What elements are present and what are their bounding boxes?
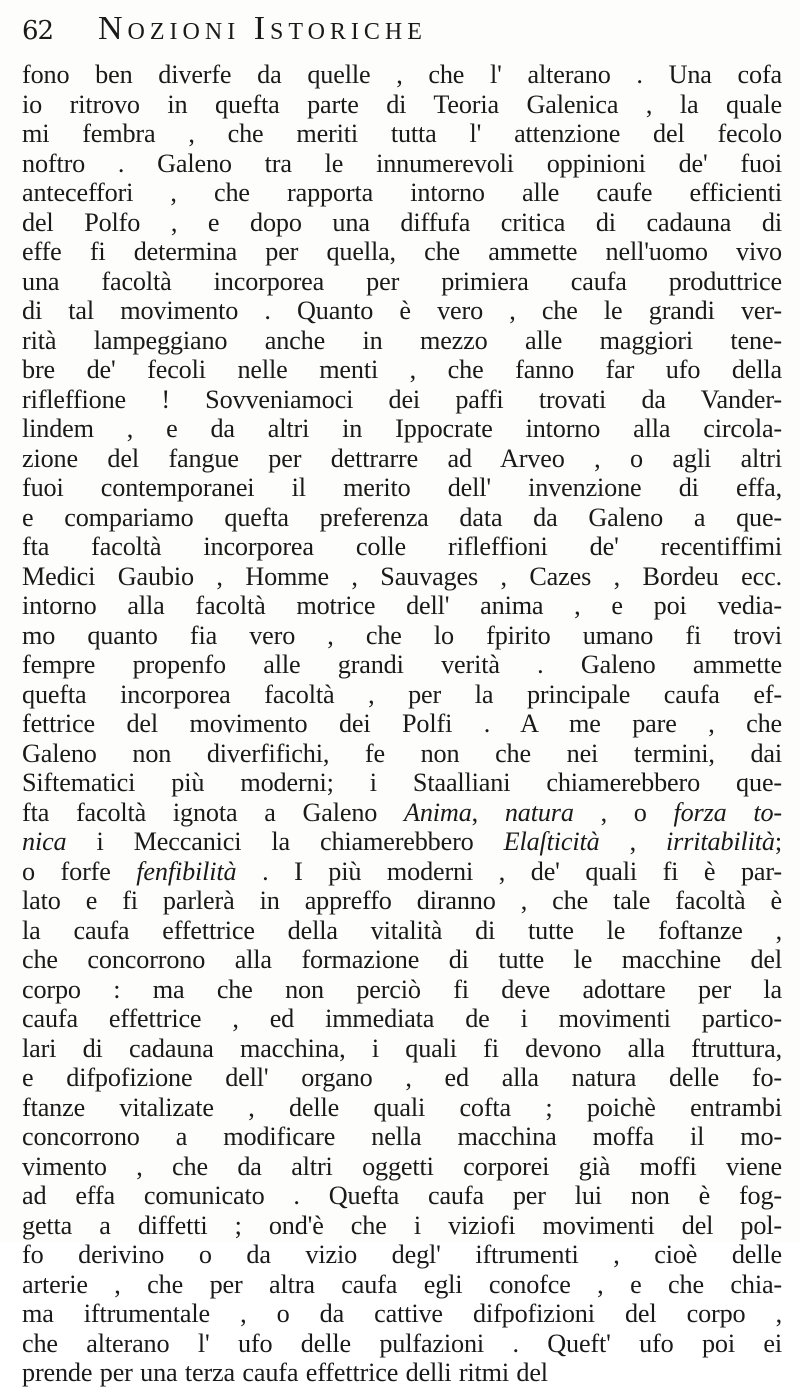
text-segment: i Meccanici la chiamerebbero bbox=[66, 827, 504, 856]
text-segment: del Polfo , e dopo una diffufa critica di cadauna di bbox=[22, 207, 782, 237]
italic-term: nica bbox=[22, 827, 67, 856]
text-line bbox=[22, 414, 782, 444]
text-segment: o forfe bbox=[22, 856, 137, 886]
text-segment: fta facoltà incorporea colle rifleffioni de' recentiffimi bbox=[22, 532, 782, 561]
text-segment: fo derivino o da vizio degl' iftrumenti , cioè delle bbox=[22, 1240, 782, 1269]
text-line bbox=[22, 326, 782, 356]
text-line bbox=[22, 1152, 782, 1182]
text-segment: che concorrono alla formazione di tutte le macchine del bbox=[22, 945, 782, 974]
text-line bbox=[22, 1240, 782, 1270]
text-segment: anteceffori , che rapporta intorno alle caufe efficienti bbox=[22, 178, 782, 207]
italic-term: fenfibilità bbox=[136, 856, 237, 886]
text-segment: vimento , che da altri oggetti corporei già moffi viene bbox=[22, 1151, 782, 1181]
running-title: Nozioni Istoriche bbox=[98, 10, 427, 47]
text-segment: lindem , e da altri in Ippocrate intorno alla circola- bbox=[22, 414, 782, 443]
text-line bbox=[22, 296, 782, 326]
text-line bbox=[22, 1004, 782, 1034]
text-line bbox=[22, 798, 782, 828]
text-segment: fuoi contemporanei il merito dell' invenzione di effa, bbox=[22, 473, 782, 502]
text-line bbox=[22, 1063, 782, 1093]
text-segment: lari di cadauna macchina, i quali fi devono alla ftruttura, bbox=[22, 1033, 782, 1063]
text-line bbox=[22, 975, 782, 1005]
text-segment: intorno alla facoltà motrice dell' anima , e poi vedia- bbox=[22, 591, 782, 620]
text-line bbox=[22, 60, 782, 90]
text-segment: rifleffione ! Sovveniamoci dei paffi trovati da Vander- bbox=[22, 384, 782, 414]
text-segment: lato e fi parlerà in appreffo diranno , che tale facoltà è bbox=[22, 886, 782, 915]
text-line bbox=[22, 178, 782, 208]
text-line bbox=[22, 562, 782, 592]
text-segment: getta a diffetti ; ond'è che i viziofi movimenti del pol- bbox=[22, 1210, 782, 1240]
text-segment: Galeno non diverfifichi, fe non che nei termini, dai bbox=[22, 738, 782, 768]
text-segment: fempre propenfo alle grandi verità . Galeno ammette bbox=[22, 650, 782, 679]
text-segment: caufa effettrice , ed immediata de i movimenti partico- bbox=[22, 1004, 782, 1033]
text-segment: e compariamo quefta preferenza data da Galeno a que- bbox=[22, 502, 782, 532]
text-segment: una facoltà incorporea per primiera caufa produttrice bbox=[22, 266, 782, 296]
text-line bbox=[22, 119, 782, 149]
text-segment: bre de' fecoli nelle menti , che fanno far ufo della bbox=[22, 355, 782, 384]
text-segment: la caufa effettrice della vitalità di tutte le foftanze , bbox=[22, 915, 782, 945]
text-segment: noftro . Galeno tra le innumerevoli oppinioni de' fuoi bbox=[22, 148, 782, 178]
italic-term: forza to- bbox=[673, 797, 782, 827]
text-line bbox=[22, 1181, 782, 1211]
text-line bbox=[22, 945, 782, 975]
text-line bbox=[22, 90, 782, 120]
text-segment: di tal movimento . Quanto è vero , che le grandi ver- bbox=[22, 296, 782, 325]
italic-term: natura bbox=[504, 797, 574, 827]
text-line bbox=[22, 355, 782, 385]
text-segment: ; bbox=[774, 827, 782, 856]
text-segment: . I più moderni , de' quali fi è par- bbox=[236, 856, 782, 886]
text-line bbox=[22, 208, 782, 238]
text-line bbox=[22, 149, 782, 179]
text-line bbox=[22, 1211, 782, 1241]
text-line bbox=[22, 621, 782, 651]
text-segment: quefta incorporea facoltà , per la principale caufa ef- bbox=[22, 679, 782, 709]
text-segment: ma iftrumentale , o da cattive difpofizioni del corpo , bbox=[22, 1299, 782, 1328]
text-segment: che alterano l' ufo delle pulfazioni . Queft' ufo poi ei bbox=[22, 1328, 782, 1358]
italic-term: Elaſticità bbox=[503, 827, 600, 856]
text-segment: , o bbox=[573, 797, 674, 827]
text-line bbox=[22, 916, 782, 946]
text-line bbox=[22, 1034, 782, 1064]
text-line bbox=[22, 709, 782, 739]
text-segment: concorrono a modificare nella macchina moffa il mo- bbox=[22, 1122, 782, 1151]
text-segment: io ritrovo in quefta parte di Teoria Galenica , la quale bbox=[22, 89, 782, 119]
text-line bbox=[22, 591, 782, 621]
text-line bbox=[22, 444, 782, 474]
text-segment: fono ben diverfe da quelle , che l' alterano . Una cofa bbox=[22, 60, 782, 89]
text-line bbox=[22, 1270, 782, 1300]
text-line bbox=[22, 1122, 782, 1152]
text-line bbox=[22, 650, 782, 680]
text-segment: mo quanto fia vero , che lo fpirito umano fi trovi bbox=[22, 620, 782, 650]
text-segment: zione del fangue per dettrarre ad Arveo , o agli altri bbox=[22, 443, 782, 473]
text-segment: , bbox=[471, 797, 505, 827]
text-line bbox=[22, 1358, 782, 1388]
italic-term: irritabilità bbox=[666, 827, 775, 856]
text-segment: fettrice del movimento dei Polfi . A me pare , che bbox=[22, 709, 782, 738]
text-line bbox=[22, 267, 782, 297]
text-line bbox=[22, 503, 782, 533]
text-line bbox=[22, 1093, 782, 1123]
text-segment: corpo : ma che non perciò fi deve adottare per la bbox=[22, 974, 782, 1004]
text-segment: prende per una terza caufa effettrice delli ritmi del bbox=[22, 1358, 548, 1387]
page-number: 62 bbox=[22, 16, 54, 46]
text-segment: ftanze vitalizate , delle quali cofta ; poichè entrambi bbox=[22, 1092, 782, 1122]
text-line bbox=[22, 886, 782, 916]
running-head bbox=[22, 10, 782, 58]
text-line bbox=[22, 473, 782, 503]
text-segment: rità lampeggiano anche in mezzo alle maggiori tene- bbox=[22, 325, 782, 355]
body-text bbox=[22, 60, 782, 1388]
text-line bbox=[22, 827, 782, 857]
text-segment: fta facoltà ignota a Galeno bbox=[22, 797, 405, 827]
text-line bbox=[22, 385, 782, 415]
italic-term: Anima bbox=[404, 797, 472, 827]
text-line bbox=[22, 532, 782, 562]
text-segment: ad effa comunicato . Quefta caufa per lui non è fog- bbox=[22, 1181, 782, 1210]
text-line bbox=[22, 857, 782, 887]
text-segment: arterie , che per altra caufa egli conofce , e che chia- bbox=[22, 1269, 782, 1299]
text-segment: e difpofizione dell' organo , ed alla natura delle fo- bbox=[22, 1063, 782, 1092]
text-line bbox=[22, 768, 782, 798]
text-segment: mi fembra , che meriti tutta l' attenzione del fecolo bbox=[22, 119, 782, 148]
text-line bbox=[22, 680, 782, 710]
text-segment: , bbox=[599, 827, 667, 856]
text-line bbox=[22, 237, 782, 267]
text-line bbox=[22, 1299, 782, 1329]
text-line bbox=[22, 739, 782, 769]
text-line bbox=[22, 1329, 782, 1359]
text-segment: effe fi determina per quella, che ammette nell'uomo vivo bbox=[22, 237, 782, 266]
text-segment: Siftematici più moderni; i Staalliani chiamerebbero que- bbox=[22, 768, 782, 797]
text-segment: Medici Gaubio , Homme , Sauvages , Cazes , Bordeu ecc. bbox=[22, 561, 782, 591]
